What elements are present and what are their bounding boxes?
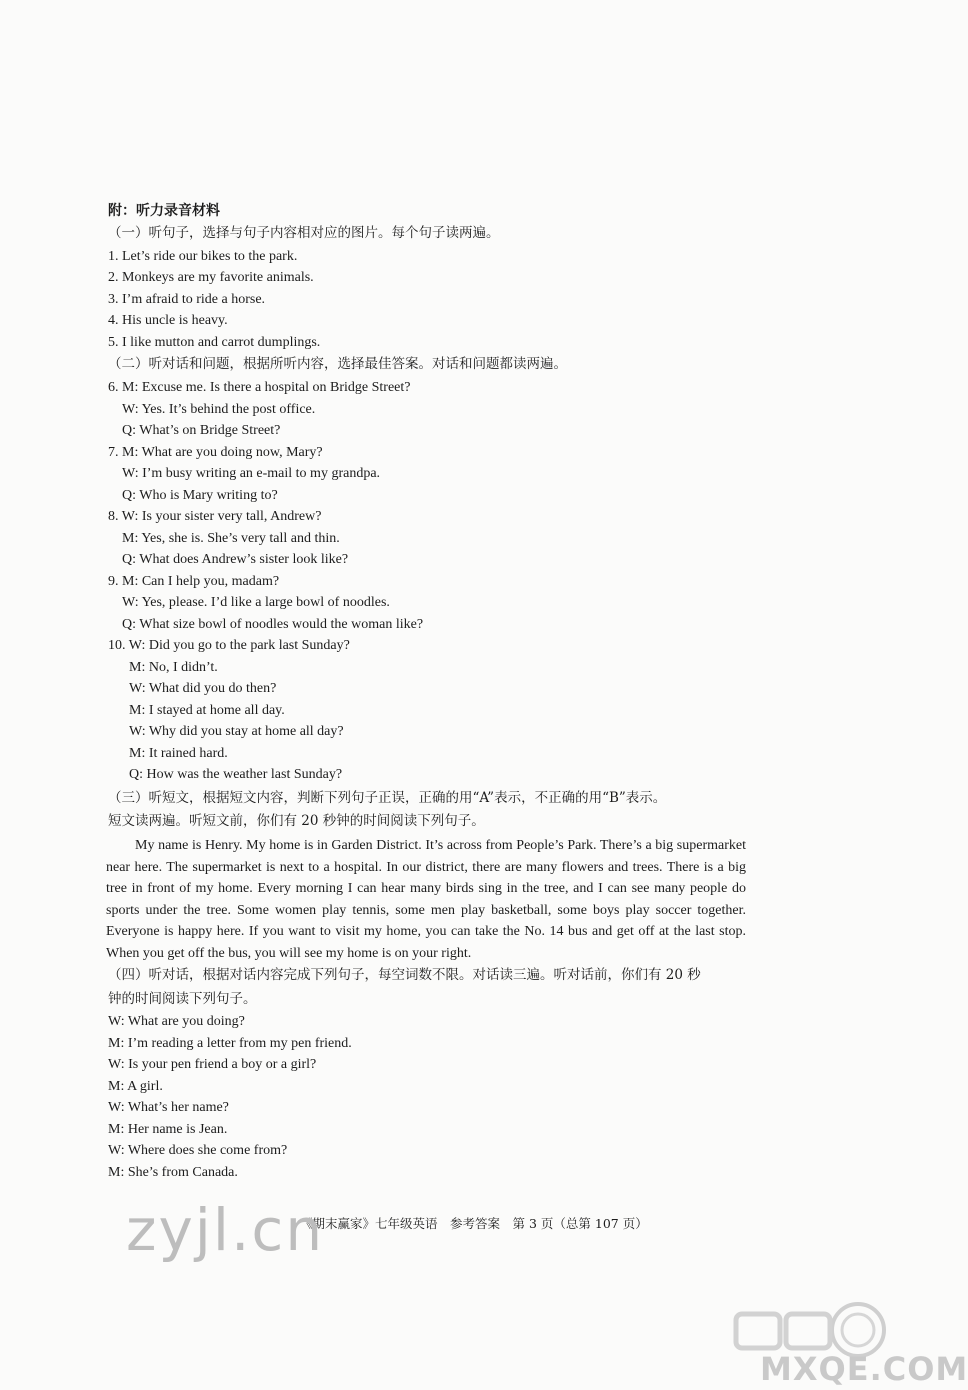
dialog-line: Q: What’s on Bridge Street? [122,423,281,438]
dialog-line: W: Yes. It’s behind the post office. [122,402,316,417]
appendix-heading: 附：听力录音材料 [108,203,220,219]
dialog-line: Q: Who is Mary writing to? [122,488,278,503]
section-3-instruction: （三）听短文，根据短文内容，判断下列句子正误，正确的用“A”表示，不正确的用“B”表示。 [108,790,667,806]
conversation-line: W: What’s her name? [108,1100,229,1115]
section-3-instruction-cont: 短文读两遍。听短文前，你们有 20 秒钟的时间阅读下列句子。 [108,813,485,829]
dialog-line: W: I’m busy writing an e-mail to my grandpa. [122,466,381,481]
dialog-line: Q: How was the weather last Sunday? [129,767,343,782]
conversation-line: W: Where does she come from? [108,1143,288,1158]
dialog-line: 6. M: Excuse me. Is there a hospital on Bridge Street? [108,380,411,395]
page-footer: 《期末赢家》七年级英语 参考答案 第 3 页（总第 107 页） [300,1216,648,1231]
sentence-item: 4. His uncle is heavy. [108,313,228,328]
conversation-line: M: A girl. [108,1079,163,1094]
sentence-item: 3. I’m afraid to ride a horse. [108,292,266,307]
dialog-line: M: Yes, she is. She’s very tall and thin. [122,531,340,546]
dialog-line: W: Why did you stay at home all day? [129,724,344,739]
dialog-line: 9. M: Can I help you, madam? [108,574,280,589]
conversation-line: W: What are you doing? [108,1014,245,1029]
section-4-instruction-cont: 钟的时间阅读下列句子。 [108,991,257,1007]
dialog-line: 7. M: What are you doing now, Mary? [108,445,323,460]
dialog-line: Q: What size bowl of noodles would the woman like? [122,617,424,632]
dialog-line: W: What did you do then? [129,681,277,696]
conversation-line: W: Is your pen friend a boy or a girl? [108,1057,317,1072]
sentence-item: 2. Monkeys are my favorite animals. [108,270,314,285]
listening-passage: My name is Henry. My home is in Garden District. It’s across from People’s Park. There’s a big supermarket near here. The supermarket is next to a hospital. In our district, there are many flowers and trees. There is a big tree in front of my home. Every morning I can hear many birds sing in the tree, and I can see many people do sports under the tree. Some women play tennis, some men play basketball, some boys play soccer together. Everyone is happy here. If you want to visit my home, you can take the No. 14 bus and get off at the last stop. When you get off the bus, you will see my home is on your right. [106,838,746,961]
dialog-line: M: No, I didn’t. [129,660,218,675]
conversation-line: M: I’m reading a letter from my pen friend. [108,1036,352,1051]
conversation-line: M: Her name is Jean. [108,1122,228,1137]
dialog-line: 8. W: Is your sister very tall, Andrew? [108,509,322,524]
sentence-item: 1. Let’s ride our bikes to the park. [108,249,298,264]
watermark-logo-right: MXQE.COM [760,1350,968,1388]
dialog-line: 10. W: Did you go to the park last Sunday? [108,638,350,653]
section-1-instruction: （一）听句子，选择与句子内容相对应的图片。每个句子读两遍。 [108,225,500,241]
conversation-line: M: She’s from Canada. [108,1165,238,1180]
dialog-line: M: I stayed at home all day. [129,703,285,718]
sentence-item: 5. I like mutton and carrot dumplings. [108,335,321,350]
dialog-line: M: It rained hard. [129,746,228,761]
dialog-line: Q: What does Andrew’s sister look like? [122,552,349,567]
dialog-line: W: Yes, please. I’d like a large bowl of noodles. [122,595,390,610]
watermark-logo-left: zyjl.cn [126,1196,325,1264]
section-2-instruction: （二）听对话和问题，根据所听内容，选择最佳答案。对话和问题都读两遍。 [108,356,567,372]
section-4-instruction: （四）听对话，根据对话内容完成下列句子，每空词数不限。对话读三遍。听对话前，你们有 20 秒 [108,967,701,983]
